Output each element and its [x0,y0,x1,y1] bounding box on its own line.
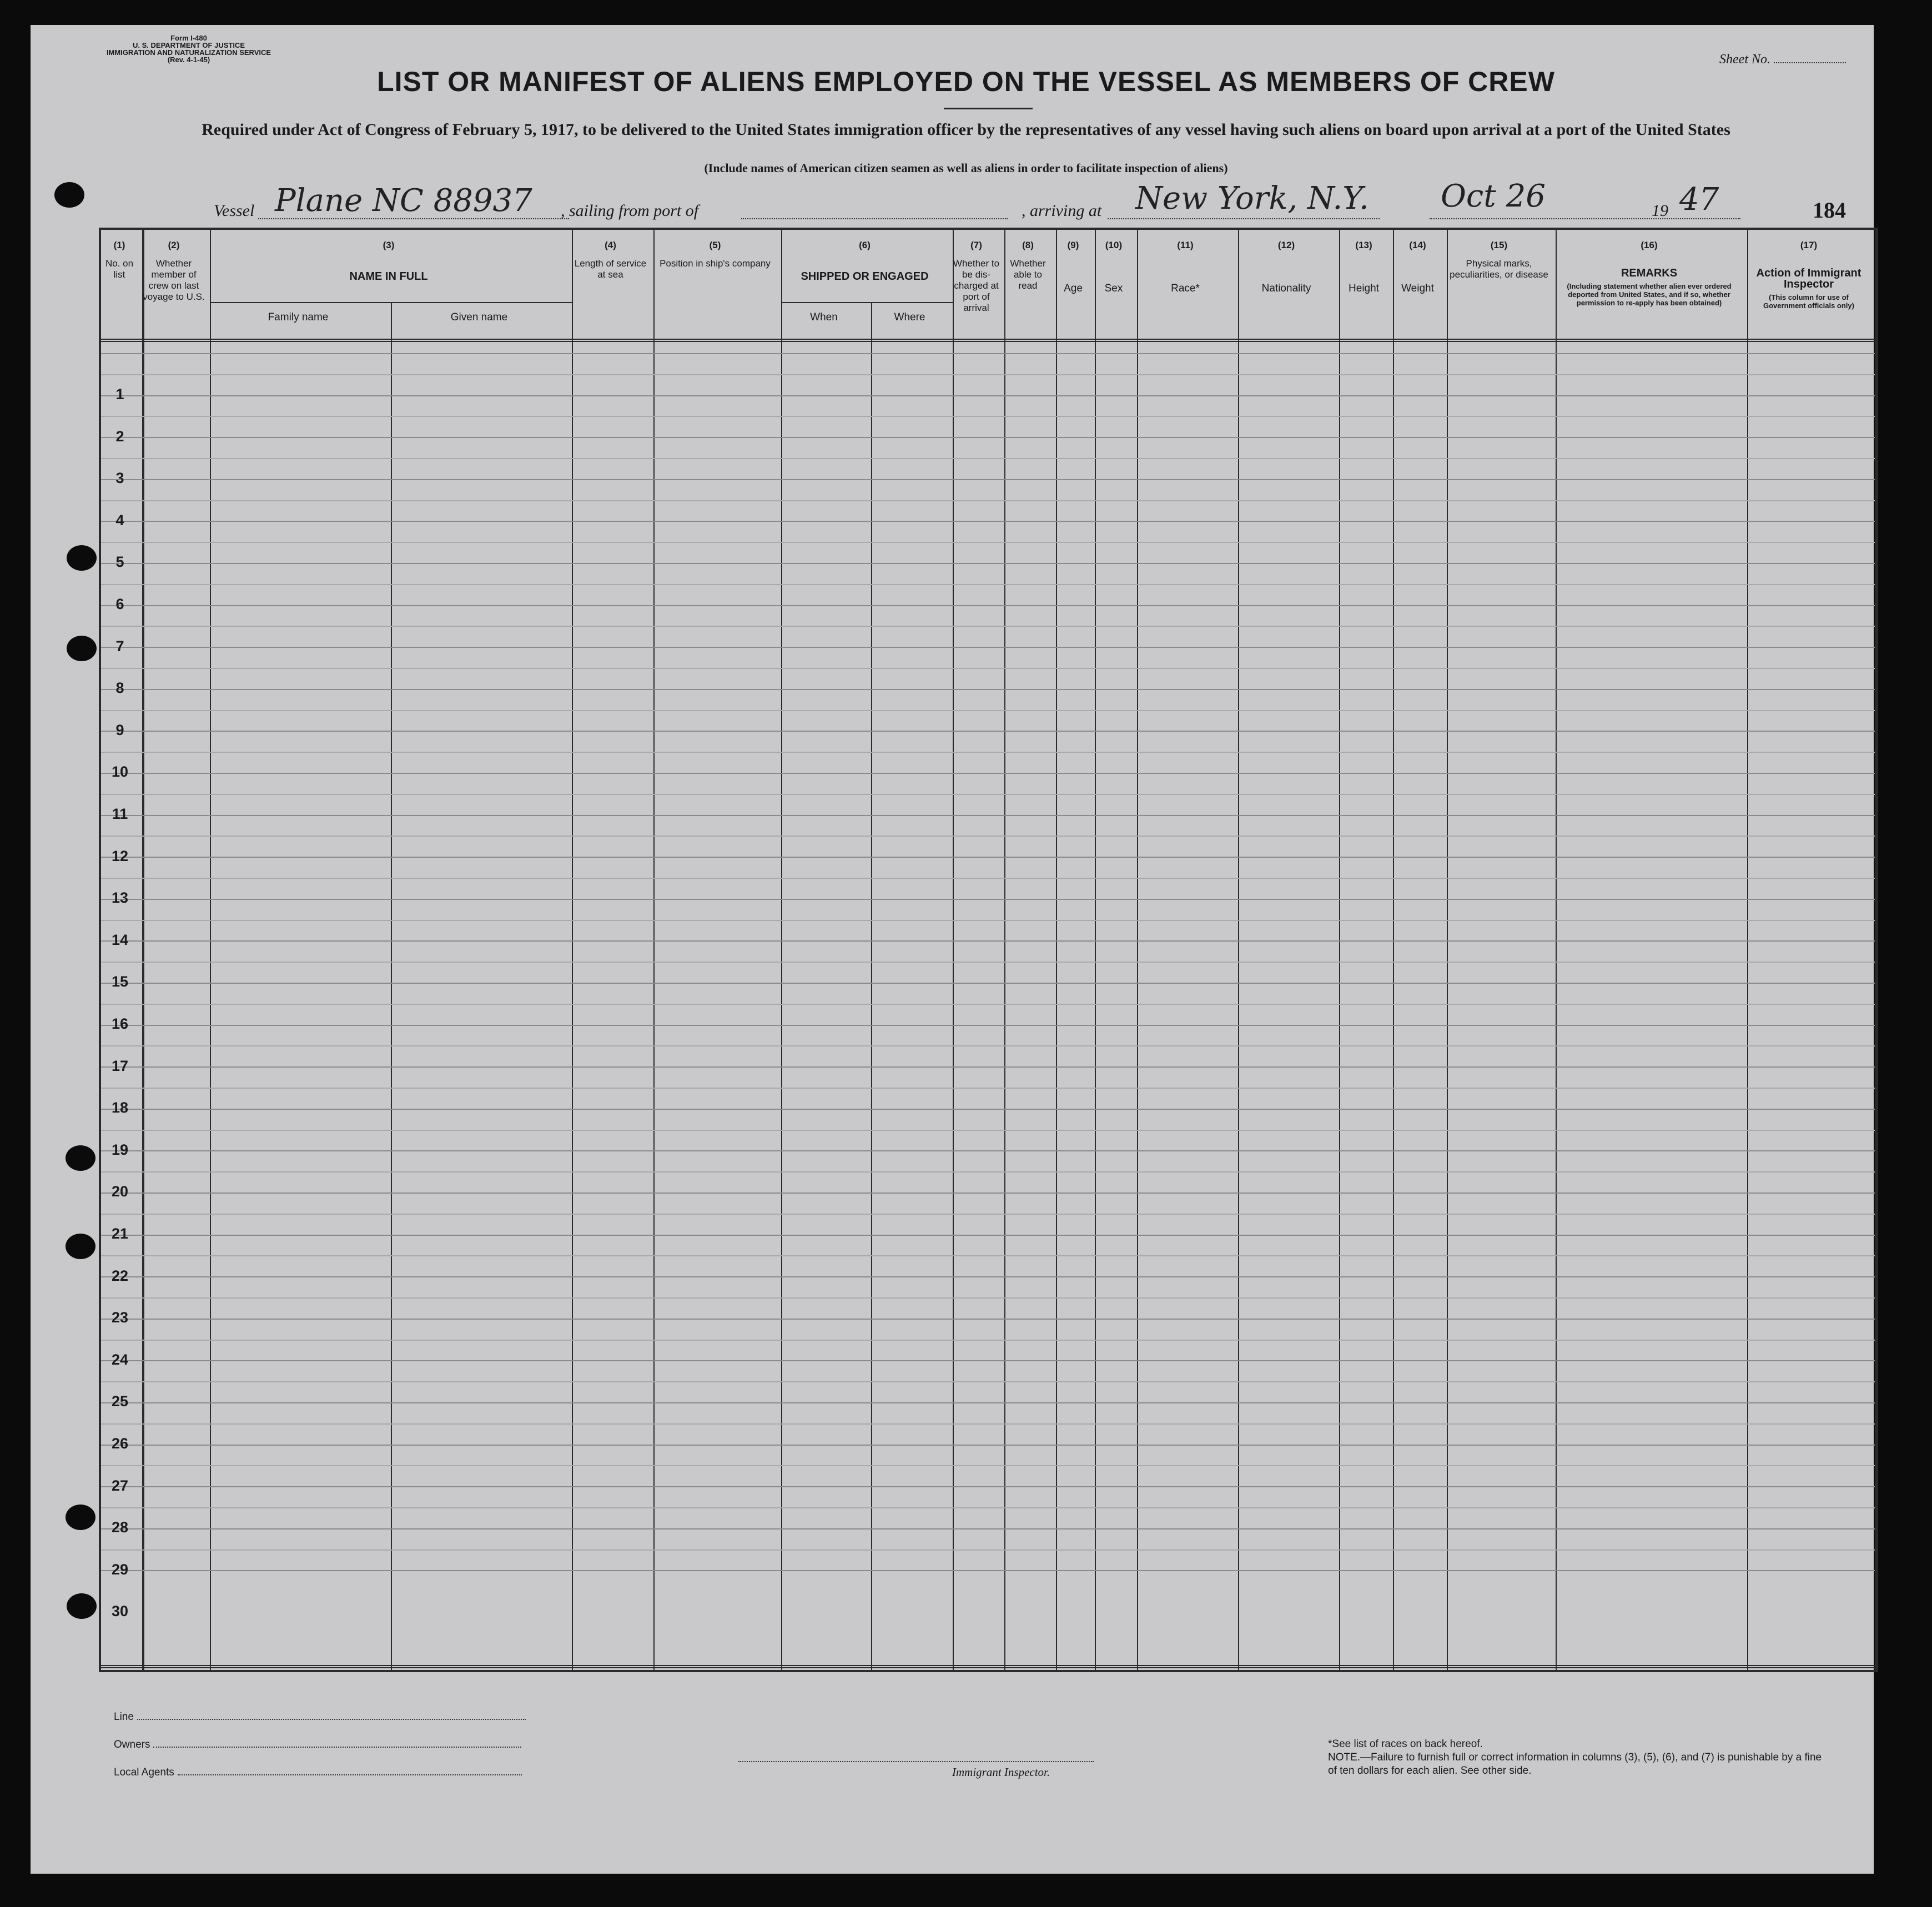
punch-hole [66,1234,95,1259]
row-number: 30 [111,1603,129,1620]
row-rule [101,584,1875,585]
row-rule [101,773,1875,774]
year-value: 47 [1679,182,1719,218]
row-rule [101,395,1875,396]
row-number: 26 [111,1435,129,1452]
page-title: LIST OR MANIFEST OF ALIENS EMPLOYED ON THE VESSEL AS MEMBERS OF CREW [377,66,1555,97]
column-subheader-when: When [810,311,838,323]
row-rule [101,1235,1875,1236]
row-rule [101,374,1875,375]
inspector-signature-line [738,1761,1094,1762]
row-rule [101,542,1875,543]
column-header-sex: Sex [1104,283,1123,294]
row-rule [101,1381,1875,1382]
column-header-shipped-or-engaged: SHIPPED OR ENGAGED [801,270,929,283]
row-rule [101,1130,1875,1131]
column-header-crew-last-voyage: Whether member of crew on last voyage to U.S. [143,258,205,302]
sheet-number-field [1719,52,1846,67]
row-rule [101,710,1875,711]
row-rule [101,1319,1875,1320]
row-rule [101,857,1875,858]
row-number: 7 [115,637,124,655]
row-rule [101,500,1875,501]
column-number-nationality: (12) [1277,240,1295,250]
row-rule [101,1192,1875,1194]
row-rule [101,752,1875,753]
row-rule [101,1025,1875,1026]
column-header-no-on-list: No. on list [105,258,134,280]
row-rule [101,1109,1875,1110]
column-header-remarks: REMARKS [1621,267,1678,279]
row-rule [101,731,1875,732]
row-number: 2 [115,427,124,445]
row-rule [101,1445,1875,1446]
column-header-weight: Weight [1401,283,1434,294]
column-number-length-of-service: (4) [605,240,616,250]
column-number-height: (13) [1355,240,1372,250]
vessel-line [214,178,1852,220]
column-number-inspector-action: (17) [1800,240,1818,250]
row-rule [101,1549,1875,1551]
line-field [114,1711,526,1723]
row-rule [101,563,1875,564]
page-number: 184 [1813,198,1846,223]
row-rule [101,1297,1875,1299]
column-subheader-family-name: Family name [268,311,329,323]
title-rule [944,108,1033,109]
row-rule [101,1150,1875,1151]
row-number: 3 [115,470,124,487]
row-number: 27 [111,1477,129,1494]
arriving-label: , arriving at [1022,202,1102,220]
row-rule [101,794,1875,795]
column-number-remarks: (16) [1641,240,1658,250]
row-number: 19 [111,1141,129,1158]
column-header-race: Race* [1171,283,1200,294]
races-note: *See list of races on back hereof. [1328,1738,1483,1750]
fine-note: NOTE.—Failure to furnish full or correct information in columns (3), (5), (6), and (7) is punishable by a fine of ten dollars for each alien. See other side. [1328,1752,1822,1777]
punch-hole [67,545,97,571]
row-rule [101,689,1875,690]
row-rule [101,1402,1875,1403]
row-rule [101,1528,1875,1529]
punch-hole [66,1145,95,1171]
row-number: 16 [111,1015,129,1032]
form-number: Form I-480 [170,34,207,42]
row-number: 14 [111,931,129,948]
row-number: 13 [111,889,129,907]
row-rule [101,479,1875,480]
column-header-name-in-full: NAME IN FULL [349,270,428,283]
column-number-weight: (14) [1409,240,1426,250]
line-label: Line [114,1711,134,1723]
row-number: 6 [115,596,124,612]
crew-table [99,228,1878,1672]
form-identifier [94,34,283,63]
row-rule [101,983,1875,984]
row-rule [101,1214,1875,1215]
row-number: 21 [111,1225,129,1242]
sheet-label: Sheet No. [1719,52,1770,67]
column-header-position: Position in ship's company [660,258,771,269]
row-number: 11 [112,806,128,822]
row-rule [101,1066,1875,1068]
column-header-discharged-at-port: Whether to be dis-charged at port of arrival [953,258,1000,313]
column-number-shipped-or-engaged: (6) [859,240,871,250]
vessel-value: Plane NC 88937 [275,183,532,219]
requirement-text: Required under Act of Congress of February 5, 1917, to be delivered to the United States immigration officer by the representatives of any vessel having such aliens on board upon arrival at a port of the United States [202,120,1730,139]
row-rule [101,668,1875,669]
column-note-inspector-action: (This column for use of Government officials only) [1763,293,1854,310]
column-subheader-given-name: Given name [450,311,508,323]
column-number-name-in-full: (3) [383,240,395,250]
row-rule [101,416,1875,417]
row-number: 25 [111,1393,129,1410]
vessel-label: Vessel [214,202,255,220]
column-header-able-to-read: Whether able to read [1010,258,1046,291]
column-number-able-to-read: (8) [1022,240,1034,250]
row-rule [101,962,1875,963]
row-number: 5 [115,554,124,571]
include-note: (Include names of American citizen seamen as well as aliens in order to facilitate inspection of aliens) [704,161,1228,175]
row-rule [101,1004,1875,1005]
department-name: U. S. DEPARTMENT OF JUSTICE [133,41,245,49]
row-rule [101,1570,1875,1571]
column-number-position: (5) [709,240,721,250]
row-rule [101,626,1875,627]
column-number-discharged-at-port: (7) [970,240,982,250]
column-header-length-of-service: Length of service at sea [574,258,647,280]
punch-hole [66,1505,95,1530]
row-number: 23 [111,1309,129,1326]
row-rule [101,1507,1875,1508]
row-rule [101,1088,1875,1089]
column-header-height: Height [1349,283,1379,294]
row-number: 4 [115,511,124,529]
row-number: 29 [111,1561,129,1578]
row-rule [101,1255,1875,1256]
row-number: 12 [111,847,129,864]
row-rule [101,920,1875,921]
service-name: IMMIGRATION AND NATURALIZATION SERVICE [106,48,271,57]
row-rule [101,458,1875,459]
column-number-race: (11) [1177,240,1194,250]
row-rule [101,836,1875,837]
row-number: 24 [111,1351,129,1368]
row-number: 9 [115,721,124,738]
row-rule [101,521,1875,522]
row-rule [101,1423,1875,1425]
row-rule [101,815,1875,816]
row-number: 20 [111,1183,129,1200]
column-note-remarks: (Including statement whether alien ever ordered deported from United States, and if so, whether permission to re-apply has been obtained) [1567,282,1732,307]
column-number-age: (9) [1067,240,1079,250]
column-header-physical-marks: Physical marks, peculiarities, or disease [1450,258,1548,280]
arriving-value: New York, N.Y. [1135,180,1369,217]
row-rule [101,1045,1875,1046]
column-number-sex: (10) [1105,240,1123,250]
row-rule [101,605,1875,606]
sailing-label: , sailing from port of [561,202,699,220]
column-number-no-on-list: (1) [113,240,125,250]
row-rule [101,1486,1875,1487]
column-header-age: Age [1064,283,1083,294]
row-rule [101,1465,1875,1466]
local-agents-field [114,1767,522,1779]
row-rule [101,437,1875,438]
row-rule [101,1276,1875,1277]
date-value: Oct 26 [1441,178,1546,214]
year-prefix: 19 [1652,202,1668,220]
row-number: 22 [111,1267,129,1284]
row-number: 1 [115,386,124,402]
column-number-crew-last-voyage: (2) [168,240,180,250]
owners-label: Owners [114,1739,150,1750]
owners-field [114,1739,521,1751]
local-agents-label: Local Agents [114,1767,174,1778]
inspector-label: Immigrant Inspector. [952,1765,1050,1779]
row-rule [101,1171,1875,1173]
punch-hole [67,1593,97,1619]
column-number-physical-marks: (15) [1490,240,1508,250]
column-subheader-where: Where [894,311,925,323]
row-number: 17 [111,1057,129,1074]
row-rule [101,899,1875,900]
row-rule [101,878,1875,879]
row-number: 8 [115,680,124,697]
row-number: 18 [111,1099,129,1116]
row-number: 15 [111,973,129,990]
form-revision: (Rev. 4-1-45) [167,56,210,64]
row-rule [101,353,1875,354]
row-rule [101,1360,1875,1361]
row-number: 28 [111,1519,129,1536]
column-header-nationality: Nationality [1261,283,1311,294]
punch-hole [54,182,84,208]
row-number: 10 [111,763,129,781]
row-rule [101,1340,1875,1341]
punch-hole [67,636,97,661]
row-rule [101,940,1875,942]
column-header-inspector-action: Action of Immigrant Inspector [1756,267,1861,290]
row-rule [101,647,1875,648]
